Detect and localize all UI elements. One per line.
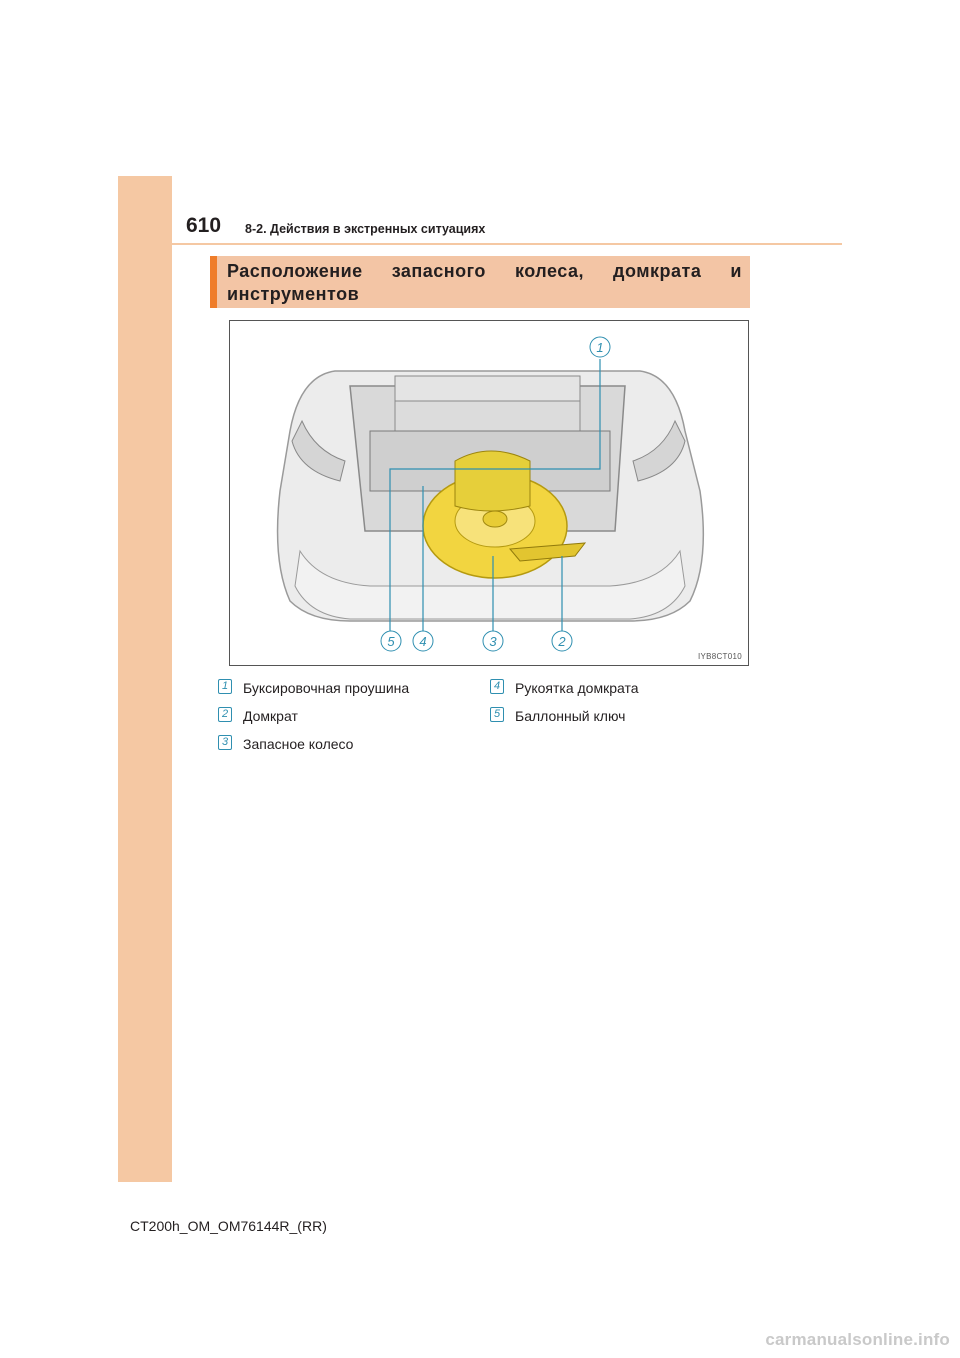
wheel-hub: [483, 511, 507, 527]
trunk-illustration: [229, 320, 749, 666]
legend-text: Домкрат: [243, 708, 298, 724]
legend-text: Рукоятка домкрата: [515, 680, 639, 696]
figure-code: IYB8CT010: [697, 652, 742, 661]
legend-number: 1: [218, 679, 232, 694]
legend-text: Баллонный ключ: [515, 708, 626, 724]
watermark: carmanualsonline.info: [765, 1330, 950, 1349]
callout-1: 1: [596, 340, 604, 355]
callout-4: 4: [419, 634, 427, 649]
heading-box: [210, 256, 750, 308]
legend-number: 2: [218, 707, 232, 722]
cargo-board: [395, 401, 580, 431]
section-title: 8-2. Действия в экстренных ситуациях: [245, 222, 486, 236]
callout-2: 2: [558, 634, 566, 649]
legend-number: 5: [490, 707, 504, 722]
sidebar-tab: [118, 176, 172, 1182]
car-trunk-drawing: [230, 321, 749, 666]
legend-number: 3: [218, 735, 232, 750]
tool-tray: [455, 451, 530, 511]
header-rule: [172, 243, 842, 245]
legend-number: 4: [490, 679, 504, 694]
footer-doc-id: CT200h_OM_OM76144R_(RR): [130, 1218, 327, 1234]
legend-text: Буксировочная проушина: [243, 680, 410, 696]
page-number: 610: [186, 214, 222, 237]
callout-5: 5: [387, 634, 395, 649]
legend-text: Запасное колесо: [243, 736, 354, 752]
callout-3: 3: [489, 634, 497, 649]
heading-title: Расположение запасного колеса, домкрата и инструментов: [227, 261, 742, 304]
